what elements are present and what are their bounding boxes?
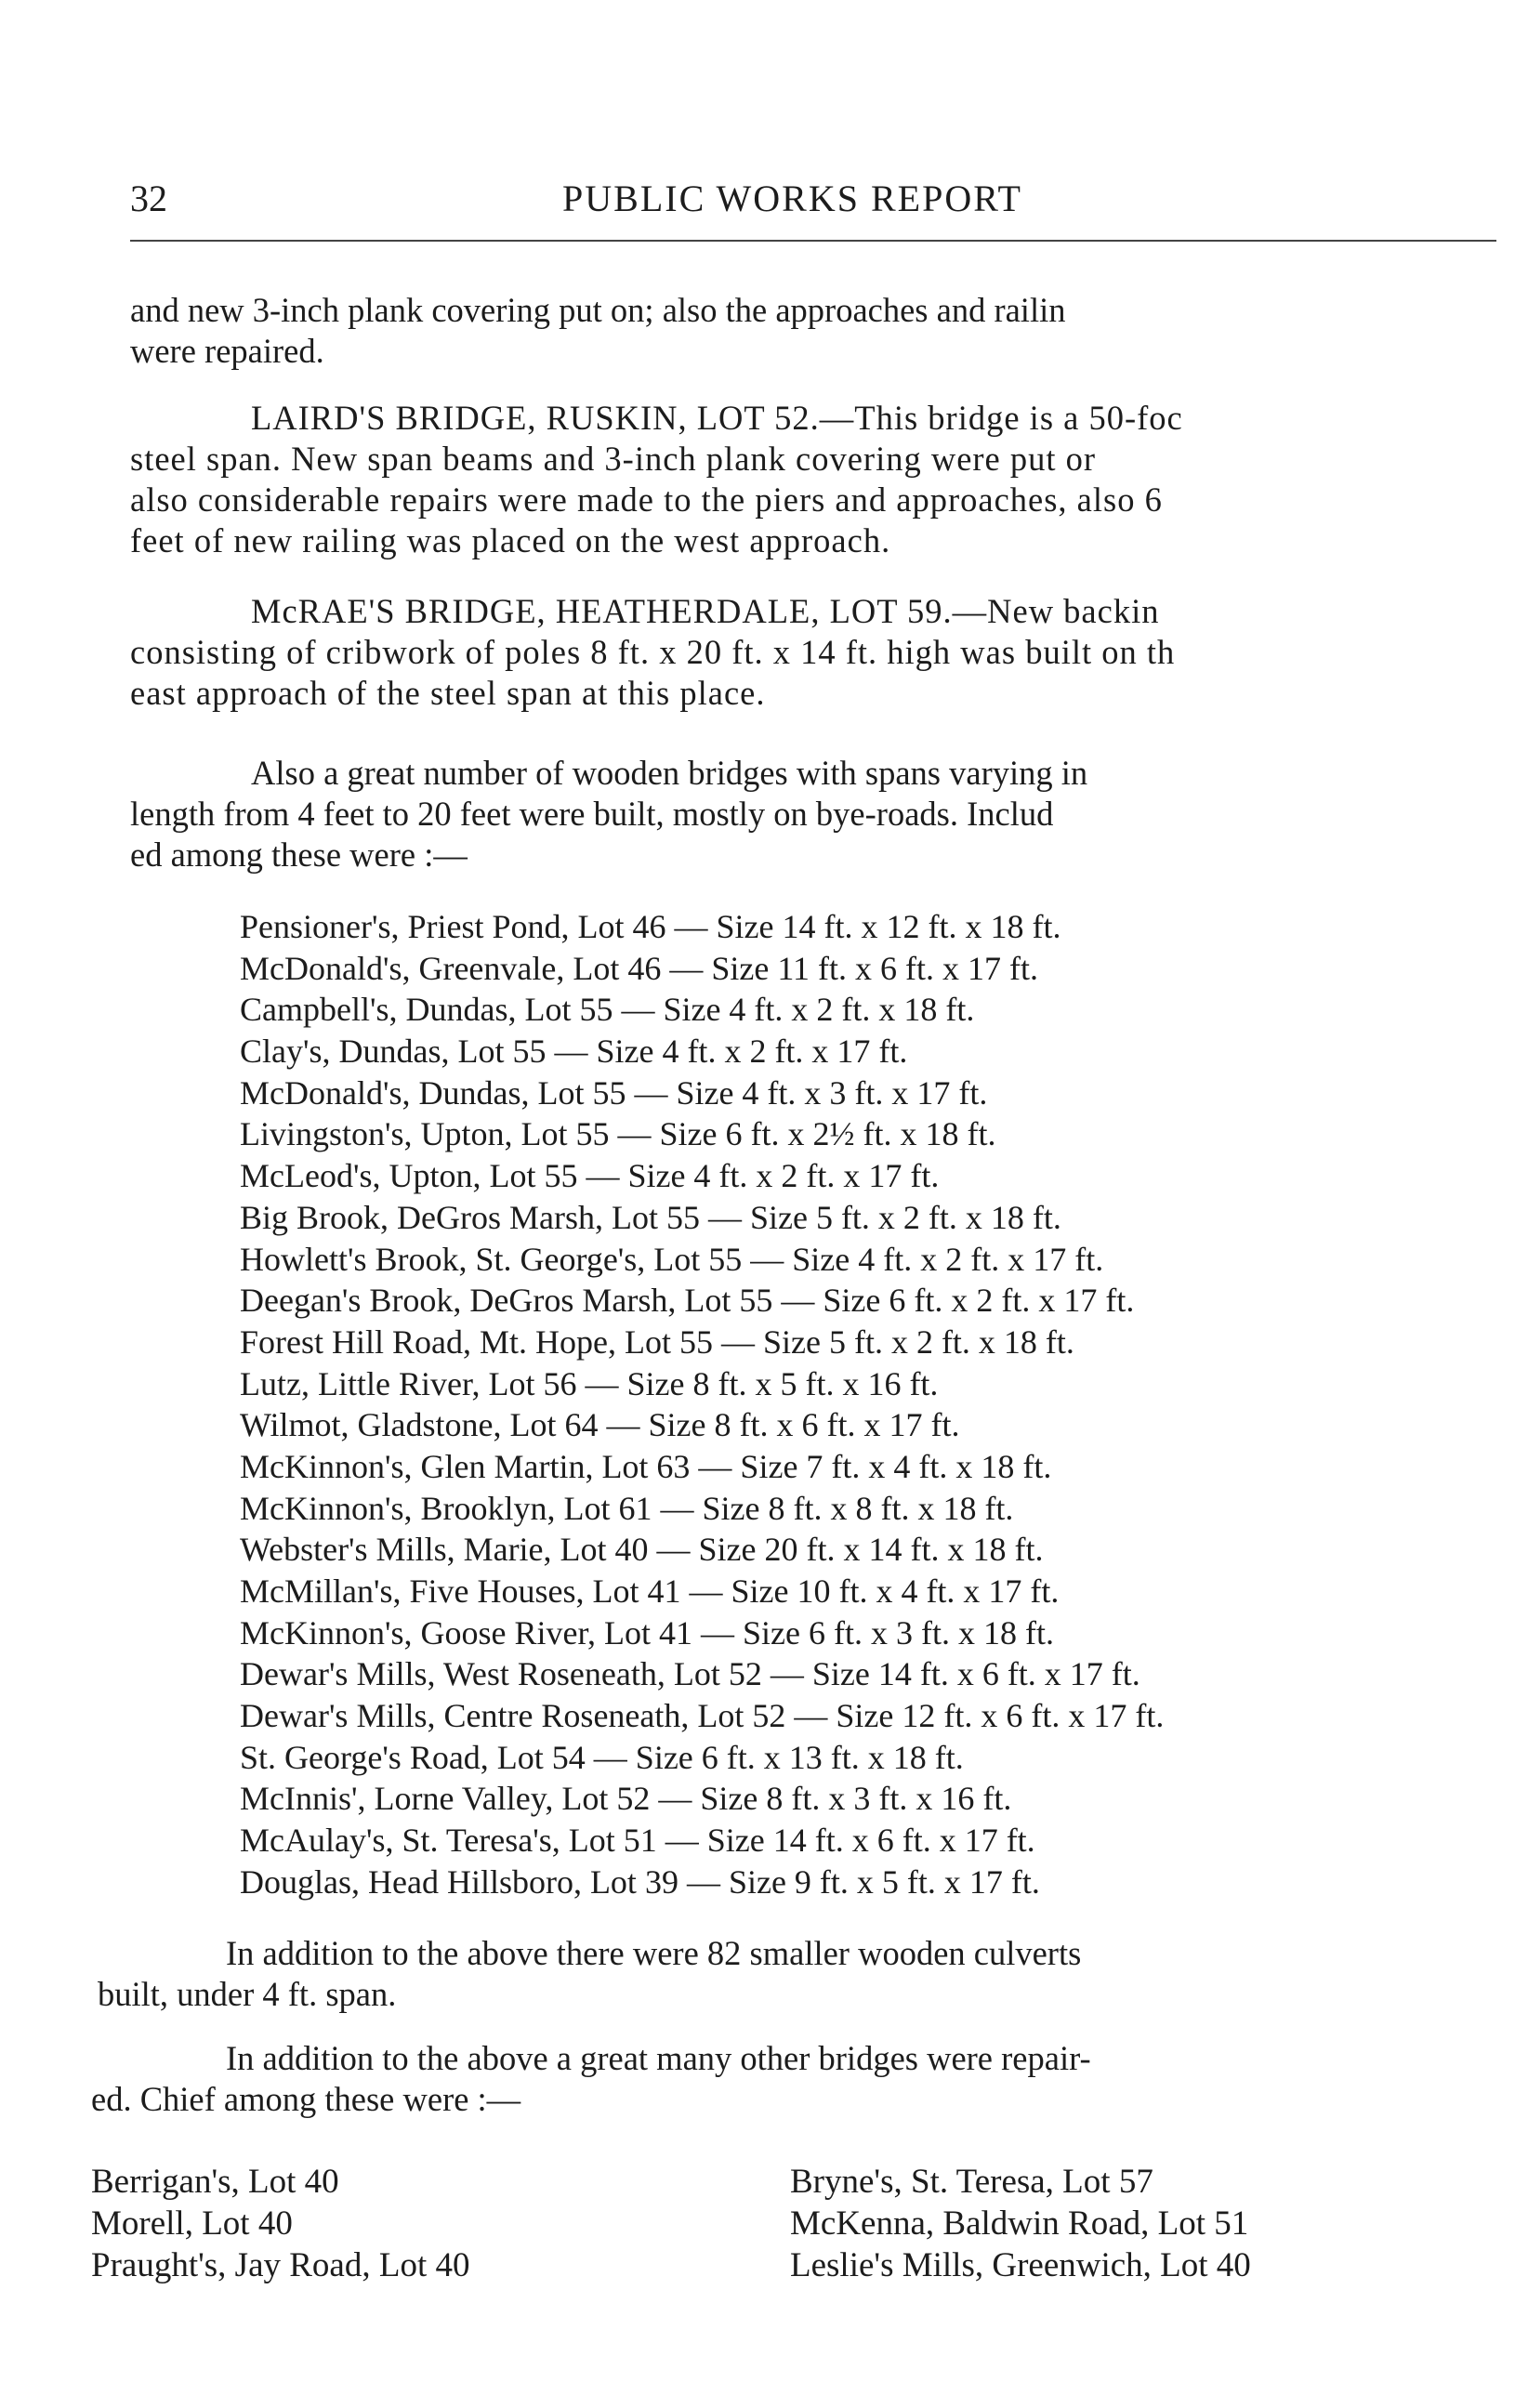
list-item: Big Brook, DeGros Marsh, Lot 55 — Size 5 ft. x 2 ft. x 18 ft. — [240, 1198, 1061, 1236]
list-item: McDonald's, Greenvale, Lot 46 — Size 11 ft. x 6 ft. x 17 ft. — [240, 949, 1038, 987]
text-line: ed. Chief among these were :— — [91, 2080, 521, 2118]
page-header — [130, 177, 1496, 232]
list-item: Webster's Mills, Marie, Lot 40 — Size 20 ft. x 14 ft. x 18 ft. — [240, 1531, 1044, 1569]
text-line: feet of new railing was placed on the west approach. — [130, 521, 891, 559]
text-line: In addition to the above a great many other bridges were repair- — [226, 2039, 1091, 2077]
list-item: McDonald's, Dundas, Lot 55 — Size 4 ft. x 3 ft. x 17 ft. — [240, 1073, 988, 1112]
paragraph-mcraes-bridge — [130, 591, 1496, 714]
text-line: In addition to the above there were 82 smaller wooden culverts — [226, 1934, 1082, 1972]
text-line: were repaired. — [130, 332, 324, 370]
bridges-repaired-left-column — [91, 2161, 469, 2286]
list-item: McKenna, Baldwin Road, Lot 51 — [790, 2204, 1249, 2243]
running-title: PUBLIC WORKS REPORT — [562, 178, 1022, 219]
list-item: Lutz, Little River, Lot 56 — Size 8 ft. x 5 ft. x 16 ft. — [240, 1364, 939, 1402]
text-line: built, under 4 ft. span. — [98, 1975, 397, 2013]
text-line: Also a great number of wooden bridges with spans varying in — [251, 754, 1088, 792]
list-item: Bryne's, St. Teresa, Lot 57 — [790, 2163, 1153, 2201]
paragraph-lairds-bridge — [130, 398, 1496, 561]
text-line: ed among these were :— — [130, 836, 468, 874]
list-item: McInnis', Lorne Valley, Lot 52 — Size 8 ft. x 3 ft. x 16 ft. — [240, 1780, 1012, 1818]
list-item: Dewar's Mills, West Roseneath, Lot 52 — Size 14 ft. x 6 ft. x 17 ft. — [240, 1655, 1140, 1693]
list-item: McLeod's, Upton, Lot 55 — Size 4 ft. x 2 ft. x 17 ft. — [240, 1157, 940, 1195]
list-item: St. George's Road, Lot 54 — Size 6 ft. x 13 ft. x 18 ft. — [240, 1738, 964, 1776]
list-item: Berrigan's, Lot 40 — [91, 2163, 339, 2201]
paragraph-culverts — [98, 1933, 1496, 2015]
list-item: Campbell's, Dundas, Lot 55 — Size 4 ft. x 2 ft. x 18 ft. — [240, 991, 975, 1029]
list-item: Wilmot, Gladstone, Lot 64 — Size 8 ft. x 6 ft. x 17 ft. — [240, 1406, 960, 1444]
paragraph-repaired — [91, 2038, 1457, 2120]
list-item: Pensioner's, Priest Pond, Lot 46 — Size 14 ft. x 12 ft. x 18 ft. — [240, 908, 1061, 945]
text-line: LAIRD'S BRIDGE, RUSKIN, LOT 52.—This bridge is a 50-foc — [251, 399, 1183, 437]
paragraph-continuation — [130, 290, 1496, 372]
text-line: steel span. New span beams and 3-inch plank covering were put or — [130, 440, 1097, 478]
list-item: McAulay's, St. Teresa's, Lot 51 — Size 14 ft. x 6 ft. x 17 ft. — [240, 1822, 1035, 1860]
list-item: McMillan's, Five Houses, Lot 41 — Size 10 ft. x 4 ft. x 17 ft. — [240, 1572, 1060, 1610]
text-line: consisting of cribwork of poles 8 ft. x 20 ft. x 14 ft. high was built on th — [130, 633, 1176, 671]
list-item: Clay's, Dundas, Lot 55 — Size 4 ft. x 2 ft. x 17 ft. — [240, 1033, 908, 1071]
list-item: Deegan's Brook, DeGros Marsh, Lot 55 — Size 6 ft. x 2 ft. x 17 ft. — [240, 1282, 1135, 1320]
bridges-built-list — [240, 906, 1496, 1903]
text-line: McRAE'S BRIDGE, HEATHERDALE, LOT 59.—New backin — [251, 592, 1160, 630]
text-line: also considerable repairs were made to the piers and approaches, also 6 — [130, 480, 1163, 519]
list-item: McKinnon's, Goose River, Lot 41 — Size 6 ft. x 3 ft. x 18 ft. — [240, 1613, 1054, 1651]
list-item: Forest Hill Road, Mt. Hope, Lot 55 — Size 5 ft. x 2 ft. x 18 ft. — [240, 1322, 1074, 1361]
page-number: 32 — [130, 178, 167, 219]
paragraph-wooden-bridges — [130, 753, 1496, 875]
list-item: McKinnon's, Glen Martin, Lot 63 — Size 7 ft. x 4 ft. x 18 ft. — [240, 1447, 1052, 1485]
list-item: Howlett's Brook, St. George's, Lot 55 — Size 4 ft. x 2 ft. x 17 ft. — [240, 1240, 1104, 1278]
text-line: length from 4 feet to 20 feet were built, mostly on bye-roads. Includ — [130, 795, 1054, 833]
list-item: Douglas, Head Hillsboro, Lot 39 — Size 9 ft. x 5 ft. x 17 ft. — [240, 1862, 1040, 1901]
list-item: Leslie's Mills, Greenwich, Lot 40 — [790, 2246, 1251, 2284]
header-rule — [130, 240, 1496, 242]
list-item: Morell, Lot 40 — [91, 2204, 293, 2243]
list-item: Praught's, Jay Road, Lot 40 — [91, 2246, 470, 2284]
list-item: Dewar's Mills, Centre Roseneath, Lot 52 — Size 12 ft. x 6 ft. x 17 ft. — [240, 1697, 1165, 1735]
list-item: Livingston's, Upton, Lot 55 — Size 6 ft. x 2½ ft. x 18 ft. — [240, 1115, 996, 1153]
text-line: east approach of the steel span at this place. — [130, 674, 766, 712]
list-item: McKinnon's, Brooklyn, Lot 61 — Size 8 ft. x 8 ft. x 18 ft. — [240, 1489, 1014, 1527]
bridges-repaired-right-column — [790, 2161, 1251, 2286]
text-line: and new 3-inch plank covering put on; also the approaches and railin — [130, 291, 1066, 329]
